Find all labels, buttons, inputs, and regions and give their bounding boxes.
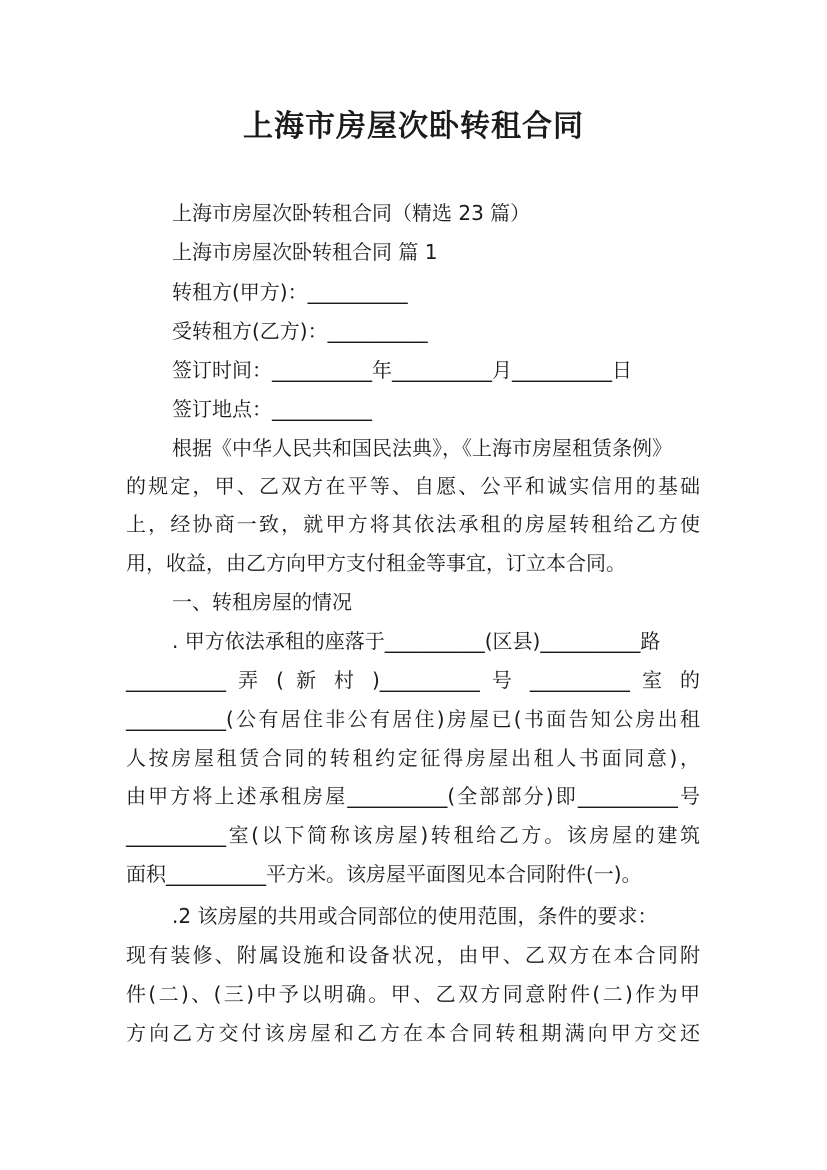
sign-place-line: 签订地点：__________ xyxy=(172,397,372,421)
paragraph-line: 用，收益，由乙方向甲方支付租金等事宜，订立本合同。 xyxy=(126,551,626,575)
clause-line: 由甲方将上述承租房屋__________(全部部分)即__________号 xyxy=(126,784,700,808)
clause-line: 面积__________平方米。该房屋平面图见本合同附件(一)。 xyxy=(126,862,642,886)
clause-line: __________室(以下简称该房屋)转租给乙方。该房屋的建筑 xyxy=(126,823,700,847)
sign-date-line: 签订时间：__________年__________月__________日 xyxy=(172,358,632,382)
paragraph-line: 的规定，甲、乙双方在平等、自愿、公平和诚实信用的基础 xyxy=(126,474,700,498)
subtitle-line: 上海市房屋次卧转租合同（精选 23 篇） xyxy=(172,201,531,225)
paragraph-line: 根据《中华人民共和国民法典》，《上海市房屋租赁条例》 xyxy=(172,436,672,460)
document-title: 上海市房屋次卧转租合同 xyxy=(243,109,584,144)
clause-line: . 甲方依法承租的座落于__________(区县)__________路 xyxy=(172,629,661,653)
clause-line: 件(二)、(三)中予以明确。甲、乙双方同意附件(二)作为甲 xyxy=(126,982,700,1006)
paragraph-line: 上，经协商一致，就甲方将其依法承租的房屋转租给乙方使 xyxy=(126,512,700,536)
clause-line: __________(公有居住非公有居住)房屋已(书面告知公房出租 xyxy=(126,707,700,731)
section-heading-line: 上海市房屋次卧转租合同 篇 1 xyxy=(172,240,438,264)
section-title-line: 一、转租房屋的情况 xyxy=(172,590,352,614)
clause-line: 人按房屋租赁合同的转租约定征得房屋出租人书面同意)， xyxy=(126,746,700,770)
clause-line: 方向乙方交付该房屋和乙方在本合同转租期满向甲方交还 xyxy=(126,1021,700,1045)
party-b-line: 受转租方(乙方)：__________ xyxy=(172,319,428,343)
party-a-line: 转租方(甲方)：__________ xyxy=(172,280,408,304)
clause-line: __________ 弄 ( 新 村 )__________ 号 __________ 室 的 xyxy=(126,668,700,692)
clause-line: .2 该房屋的共用或合同部位的使用范围，条件的要求： xyxy=(172,904,658,928)
clause-line: 现有装修、附属设施和设备状况，由甲、乙双方在本合同附 xyxy=(126,943,700,967)
